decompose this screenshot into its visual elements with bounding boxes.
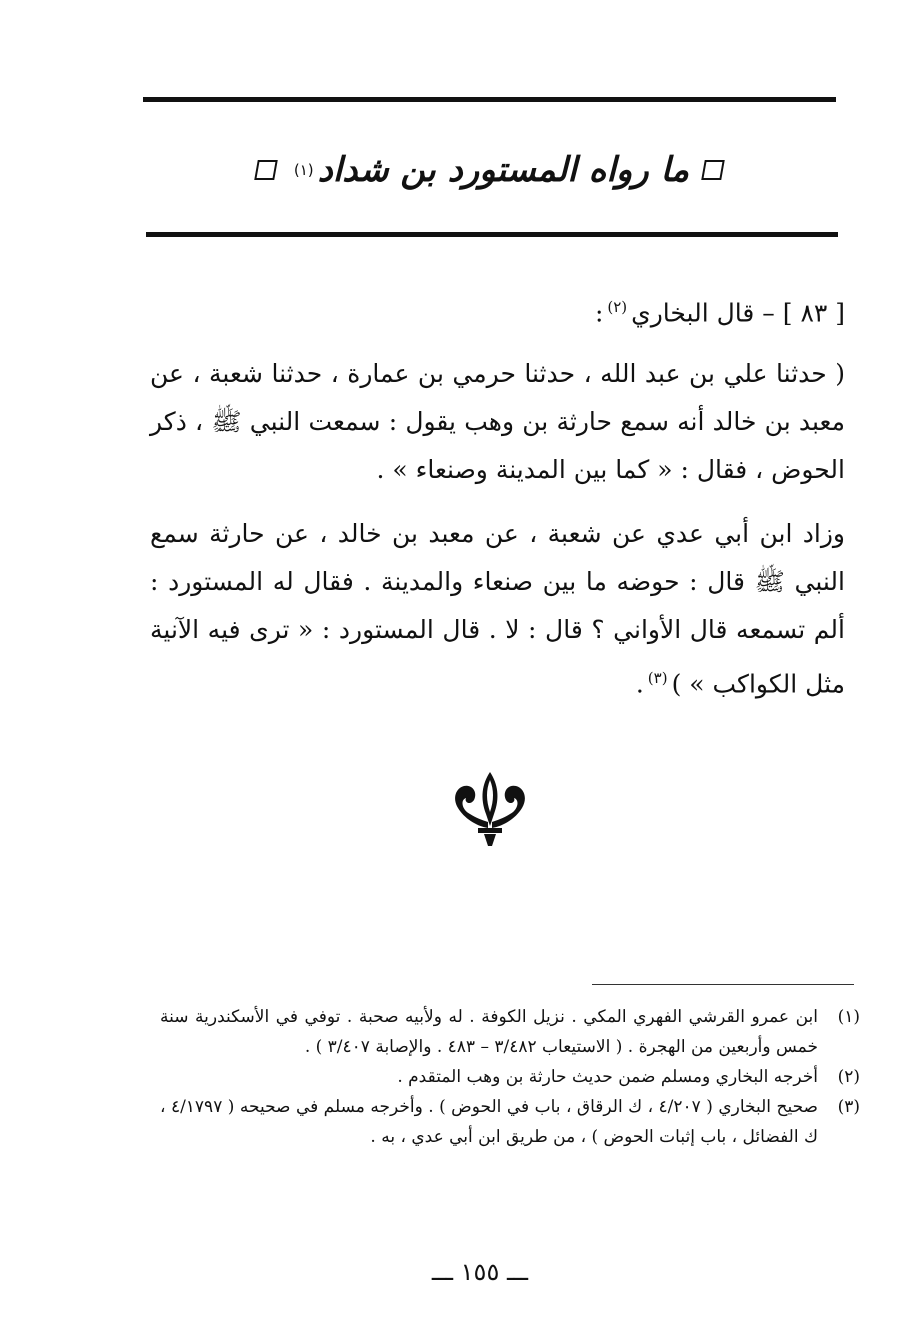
hadith-footnote-ref: (٢) — [607, 298, 628, 316]
closing-footnote-ref: (٣) — [647, 669, 668, 687]
hadith-number: [ ٨٣ ] – قال البخاري — [631, 298, 845, 328]
chapter-title — [143, 140, 836, 200]
footnote-item — [160, 1062, 860, 1092]
footnote-item — [160, 1092, 860, 1152]
footnote-number: (٢) — [837, 1067, 860, 1087]
box-ornament-left — [254, 160, 278, 180]
footnote-number: (١) — [837, 1007, 860, 1027]
footnote-item — [160, 1002, 860, 1062]
bottom-rule — [146, 232, 838, 237]
chapter-title-text: ما رواه المستورد بن شداد — [317, 150, 690, 190]
chapter-footnote-ref: (١) — [293, 161, 314, 179]
box-ornament-right — [701, 160, 725, 180]
hadith-colon: : — [594, 298, 604, 328]
footnote-separator — [592, 984, 854, 985]
footnote-text: ابن عمرو القرشي الفهري المكي . نزيل الكوفة . له ولأبيه صحبة . توفي في الأسكندرية سنة خمس وأربعين من الهجرة . ( الاستيعاب ٣/٤٨٢ – ٤٨٣ . والإصابة ٣/٤٠٧ ) . — [160, 1007, 818, 1057]
hadith-paragraph-2 — [150, 510, 845, 708]
fleur-ornament-icon — [448, 768, 532, 846]
footnote-number: (٣) — [837, 1097, 860, 1117]
hadith-paragraph-1: ( حدثنا علي بن عبد الله ، حدثنا حرمي بن عمارة ، حدثنا شعبة ، عن معبد بن خالد أنه سمع حارثة بن وهب يقول : سمعت النبي ﷺ ، ذكر الحوض ، فقال : « كما بين المدينة وصنعاء » . — [150, 359, 845, 484]
top-rule — [143, 97, 836, 102]
hadith-paragraph-2-text: وزاد ابن أبي عدي عن شعبة ، عن معبد بن خالد ، عن حارثة سمع النبي ﷺ قال : حوضه ما بين صنعاء والمدينة . فقال له المستورد : ألم تسمعه قال الأواني ؟ قال : لا . قال المستورد : « ترى فيه الآنية مثل الكواكب » ) — [150, 519, 845, 699]
hadith-heading — [150, 283, 845, 337]
footnote-text: صحيح البخاري ( ٤/٢٠٧ ، ك الرقاق ، باب في الحوض ) . وأخرجه مسلم في صحيحه ( ٤/١٧٩٧ ، ك الفضائل ، باب إثبات الحوض ) ، من طريق ابن أبي عدي ، به . — [160, 1097, 818, 1147]
closing-dot: . — [635, 669, 644, 699]
page-number: ـــ ١٥٥ ـــ — [431, 1258, 529, 1286]
footnotes — [160, 1002, 860, 1152]
footnote-text: أخرجه البخاري ومسلم ضمن حديث حارثة بن وهب المتقدم . — [397, 1067, 818, 1087]
